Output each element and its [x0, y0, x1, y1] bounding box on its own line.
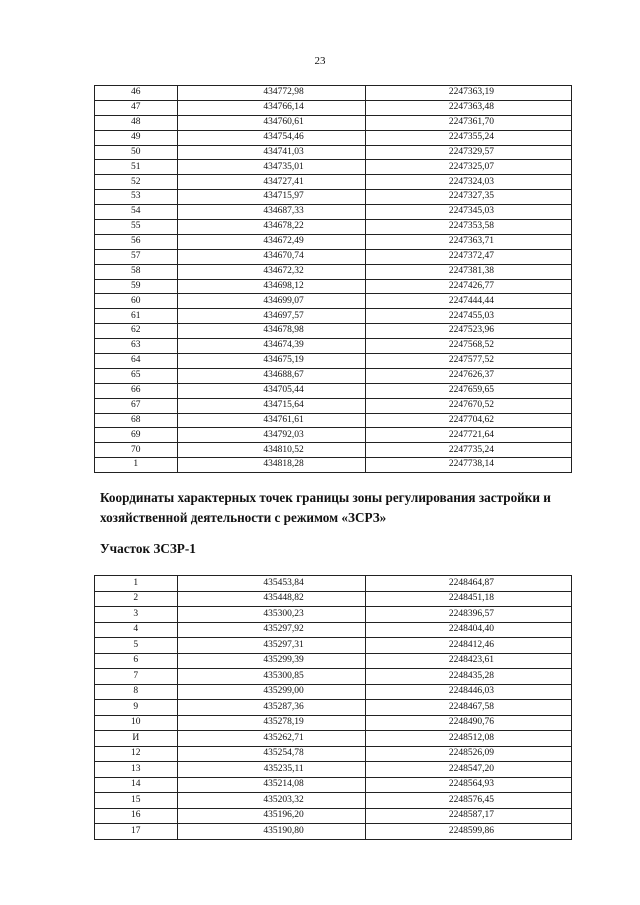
- point-number-cell: 61: [95, 309, 178, 324]
- table-row: [95, 190, 572, 205]
- coordinates-table-zszr-1: [94, 575, 572, 840]
- table-row: [95, 398, 572, 413]
- x-coordinate-cell: 434675,19: [177, 354, 365, 369]
- point-number-cell: 54: [95, 205, 178, 220]
- x-coordinate-cell: 434670,74: [177, 249, 365, 264]
- y-coordinate-cell: 2247372,47: [365, 249, 571, 264]
- y-coordinate-cell: 2248435,28: [365, 669, 571, 685]
- table-row: [95, 309, 572, 324]
- x-coordinate-cell: 434697,57: [177, 309, 365, 324]
- x-coordinate-cell: 434672,49: [177, 234, 365, 249]
- table-row: [95, 808, 572, 824]
- y-coordinate-cell: 2248423,61: [365, 653, 571, 669]
- table-row: [95, 339, 572, 354]
- y-coordinate-cell: 2248599,86: [365, 824, 571, 840]
- point-number-cell: 67: [95, 398, 178, 413]
- x-coordinate-cell: 434741,03: [177, 145, 365, 160]
- x-coordinate-cell: 434761,61: [177, 413, 365, 428]
- y-coordinate-cell: 2248547,20: [365, 762, 571, 778]
- y-coordinate-cell: 2247577,52: [365, 354, 571, 369]
- x-coordinate-cell: 434735,01: [177, 160, 365, 175]
- table-row: [95, 591, 572, 607]
- point-number-cell: 66: [95, 383, 178, 398]
- x-coordinate-cell: 434705,44: [177, 383, 365, 398]
- y-coordinate-cell: 2248446,03: [365, 684, 571, 700]
- table-row: [95, 413, 572, 428]
- y-coordinate-cell: 2247329,57: [365, 145, 571, 160]
- point-number-cell: 62: [95, 324, 178, 339]
- x-coordinate-cell: 434672,32: [177, 264, 365, 279]
- y-coordinate-cell: 2247523,96: [365, 324, 571, 339]
- point-number-cell: 14: [95, 777, 178, 793]
- point-number-cell: 12: [95, 746, 178, 762]
- y-coordinate-cell: 2248451,18: [365, 591, 571, 607]
- table-row: [95, 145, 572, 160]
- point-number-cell: 2: [95, 591, 178, 607]
- table-row: [95, 793, 572, 809]
- y-coordinate-cell: 2248587,17: [365, 808, 571, 824]
- y-coordinate-cell: 2247426,77: [365, 279, 571, 294]
- y-coordinate-cell: 2247363,71: [365, 234, 571, 249]
- x-coordinate-cell: 435190,80: [177, 824, 365, 840]
- table-row: [95, 100, 572, 115]
- table-row: [95, 443, 572, 458]
- point-number-cell: 57: [95, 249, 178, 264]
- x-coordinate-cell: 434687,33: [177, 205, 365, 220]
- y-coordinate-cell: 2248512,08: [365, 731, 571, 747]
- x-coordinate-cell: 435297,92: [177, 622, 365, 638]
- point-number-cell: 55: [95, 220, 178, 235]
- x-coordinate-cell: 435300,23: [177, 607, 365, 623]
- point-number-cell: 65: [95, 368, 178, 383]
- table-row: [95, 205, 572, 220]
- y-coordinate-cell: 2248576,45: [365, 793, 571, 809]
- table-row: [95, 175, 572, 190]
- x-coordinate-cell: 434688,67: [177, 368, 365, 383]
- point-number-cell: 64: [95, 354, 178, 369]
- table-row: [95, 700, 572, 716]
- y-coordinate-cell: 2247327,35: [365, 190, 571, 205]
- point-number-cell: 53: [95, 190, 178, 205]
- y-coordinate-cell: 2247381,38: [365, 264, 571, 279]
- y-coordinate-cell: 2248564,93: [365, 777, 571, 793]
- table-row: [95, 684, 572, 700]
- y-coordinate-cell: 2247659,65: [365, 383, 571, 398]
- table-row: [95, 746, 572, 762]
- point-number-cell: 49: [95, 130, 178, 145]
- y-coordinate-cell: 2248526,09: [365, 746, 571, 762]
- x-coordinate-cell: 434760,61: [177, 115, 365, 130]
- x-coordinate-cell: 434766,14: [177, 100, 365, 115]
- x-coordinate-cell: 434678,22: [177, 220, 365, 235]
- x-coordinate-cell: 435214,08: [177, 777, 365, 793]
- point-number-cell: 1: [95, 576, 178, 592]
- point-number-cell: 63: [95, 339, 178, 354]
- y-coordinate-cell: 2247670,52: [365, 398, 571, 413]
- point-number-cell: 16: [95, 808, 178, 824]
- x-coordinate-cell: 434715,97: [177, 190, 365, 205]
- table-row: [95, 234, 572, 249]
- y-coordinate-cell: 2247626,37: [365, 368, 571, 383]
- table-row: [95, 220, 572, 235]
- x-coordinate-cell: 435300,85: [177, 669, 365, 685]
- point-number-cell: 51: [95, 160, 178, 175]
- x-coordinate-cell: 434810,52: [177, 443, 365, 458]
- x-coordinate-cell: 434674,39: [177, 339, 365, 354]
- table-row: [95, 264, 572, 279]
- point-number-cell: 13: [95, 762, 178, 778]
- table-row: [95, 638, 572, 654]
- x-coordinate-cell: 434678,98: [177, 324, 365, 339]
- y-coordinate-cell: 2247363,19: [365, 86, 571, 101]
- y-coordinate-cell: 2247704,62: [365, 413, 571, 428]
- point-number-cell: 9: [95, 700, 178, 716]
- table-row: [95, 458, 572, 473]
- x-coordinate-cell: 434699,07: [177, 294, 365, 309]
- y-coordinate-cell: 2248490,76: [365, 715, 571, 731]
- point-number-cell: 47: [95, 100, 178, 115]
- table-row: [95, 115, 572, 130]
- point-number-cell: 59: [95, 279, 178, 294]
- x-coordinate-cell: 435297,31: [177, 638, 365, 654]
- point-number-cell: 68: [95, 413, 178, 428]
- point-number-cell: 50: [95, 145, 178, 160]
- table-row: [95, 383, 572, 398]
- point-number-cell: 56: [95, 234, 178, 249]
- table-row: [95, 824, 572, 840]
- x-coordinate-cell: 434772,98: [177, 86, 365, 101]
- y-coordinate-cell: 2247735,24: [365, 443, 571, 458]
- y-coordinate-cell: 2247361,70: [365, 115, 571, 130]
- x-coordinate-cell: 435196,20: [177, 808, 365, 824]
- y-coordinate-cell: 2248396,57: [365, 607, 571, 623]
- point-number-cell: 48: [95, 115, 178, 130]
- point-number-cell: 4: [95, 622, 178, 638]
- table-row: [95, 368, 572, 383]
- section-heading: Координаты характерных точек границы зоны регулирования застройки и хозяйственной деятельности с режимом «ЗСРЗ»: [100, 490, 551, 525]
- x-coordinate-cell: 435448,82: [177, 591, 365, 607]
- y-coordinate-cell: 2247444,44: [365, 294, 571, 309]
- table-row: [95, 715, 572, 731]
- y-coordinate-cell: 2248412,46: [365, 638, 571, 654]
- table-row: [95, 576, 572, 592]
- x-coordinate-cell: 435299,00: [177, 684, 365, 700]
- table-row: [95, 249, 572, 264]
- point-number-cell: И: [95, 731, 178, 747]
- y-coordinate-cell: 2247738,14: [365, 458, 571, 473]
- x-coordinate-cell: 434754,46: [177, 130, 365, 145]
- point-number-cell: 17: [95, 824, 178, 840]
- table-row: [95, 428, 572, 443]
- x-coordinate-cell: 434727,41: [177, 175, 365, 190]
- section-subheading: Участок ЗСЗР-1: [100, 541, 196, 556]
- point-number-cell: 8: [95, 684, 178, 700]
- table-row: [95, 731, 572, 747]
- point-number-cell: 46: [95, 86, 178, 101]
- table-body: [95, 86, 572, 473]
- y-coordinate-cell: 2247363,48: [365, 100, 571, 115]
- coordinates-table-continued: [94, 85, 572, 473]
- point-number-cell: 58: [95, 264, 178, 279]
- table-row: [95, 354, 572, 369]
- x-coordinate-cell: 435254,78: [177, 746, 365, 762]
- table-row: [95, 622, 572, 638]
- table-row: [95, 653, 572, 669]
- point-number-cell: 7: [95, 669, 178, 685]
- table-row: [95, 130, 572, 145]
- x-coordinate-cell: 435262,71: [177, 731, 365, 747]
- y-coordinate-cell: 2247353,58: [365, 220, 571, 235]
- point-number-cell: 52: [95, 175, 178, 190]
- table-row: [95, 86, 572, 101]
- y-coordinate-cell: 2248464,87: [365, 576, 571, 592]
- y-coordinate-cell: 2247324,03: [365, 175, 571, 190]
- y-coordinate-cell: 2247325,07: [365, 160, 571, 175]
- table-row: [95, 279, 572, 294]
- x-coordinate-cell: 435278,19: [177, 715, 365, 731]
- point-number-cell: 10: [95, 715, 178, 731]
- x-coordinate-cell: 435235,11: [177, 762, 365, 778]
- x-coordinate-cell: 435453,84: [177, 576, 365, 592]
- y-coordinate-cell: 2247455,03: [365, 309, 571, 324]
- point-number-cell: 5: [95, 638, 178, 654]
- y-coordinate-cell: 2247568,52: [365, 339, 571, 354]
- point-number-cell: 60: [95, 294, 178, 309]
- x-coordinate-cell: 434698,12: [177, 279, 365, 294]
- table-row: [95, 294, 572, 309]
- table-row: [95, 669, 572, 685]
- y-coordinate-cell: 2248467,58: [365, 700, 571, 716]
- table-row: [95, 777, 572, 793]
- point-number-cell: 1: [95, 458, 178, 473]
- table-row: [95, 324, 572, 339]
- point-number-cell: 6: [95, 653, 178, 669]
- x-coordinate-cell: 435203,32: [177, 793, 365, 809]
- y-coordinate-cell: 2247345,03: [365, 205, 571, 220]
- y-coordinate-cell: 2247355,24: [365, 130, 571, 145]
- point-number-cell: 69: [95, 428, 178, 443]
- x-coordinate-cell: 435299,39: [177, 653, 365, 669]
- point-number-cell: 3: [95, 607, 178, 623]
- table-row: [95, 160, 572, 175]
- page-number: 23: [314, 55, 326, 67]
- x-coordinate-cell: 434715,64: [177, 398, 365, 413]
- y-coordinate-cell: 2247721,64: [365, 428, 571, 443]
- point-number-cell: 15: [95, 793, 178, 809]
- x-coordinate-cell: 435287,36: [177, 700, 365, 716]
- table-body: [95, 576, 572, 840]
- y-coordinate-cell: 2248404,40: [365, 622, 571, 638]
- point-number-cell: 70: [95, 443, 178, 458]
- table-row: [95, 607, 572, 623]
- x-coordinate-cell: 434818,28: [177, 458, 365, 473]
- x-coordinate-cell: 434792,03: [177, 428, 365, 443]
- table-row: [95, 762, 572, 778]
